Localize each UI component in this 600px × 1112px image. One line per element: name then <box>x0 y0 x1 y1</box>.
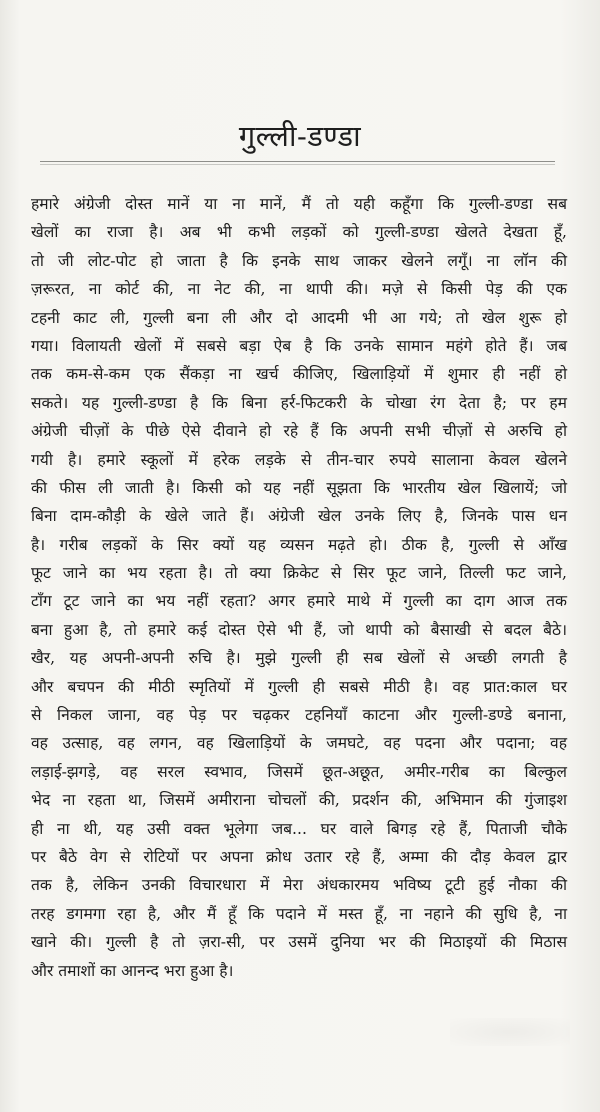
title-divider <box>40 161 555 162</box>
text-line: तक है, लेकिन उनकी विचारधारा में मेरा अंधकारमय भविष्य टूटी हुई नौका की <box>31 876 567 895</box>
text-line: हमारे अंग्रेजी दोस्त मानें या ना मानें, मैं तो यही कहूँगा कि गुल्ली-डण्डा सब <box>31 195 567 213</box>
body-text <box>31 190 567 985</box>
text-line: टाँग टूट जाने का भय नहीं रहता? अगर हमारे माथे में गुल्ली का दाग आज तक <box>31 592 567 611</box>
text-line: फूट जाने का भय रहता है। तो क्या क्रिकेट से सिर फूट जाने, तिल्ली फट जाने, <box>31 564 567 583</box>
text-line: अंग्रेजी चीज़ों के पीछे ऐसे दीवाने हो रहे हैं कि अपनी सभी चीज़ों से अरुचि हो <box>31 422 567 441</box>
title-divider-secondary <box>40 164 555 165</box>
page-title: गुल्ली-डण्डा <box>238 119 362 153</box>
text-line: वह उत्साह, वह लगन, वह खिलाड़ियों के जमघटे, वह पदना और पदाना; वह <box>31 734 567 753</box>
text-line-last: और तमाशों का आनन्द भरा हुआ है। <box>31 961 234 980</box>
text-line: तक कम-से-कम एक सैंकड़ा ना खर्च कीजिए, खिलाड़ियों में शुमार ही नहीं हो <box>31 365 567 384</box>
text-line: से निकल जाना, वह पेड़ पर चढ़कर टहनियाँ काटना और गुल्ली-डण्डे बनाना, <box>31 706 567 725</box>
text-line: तरह डगमगा रहा है, और मैं हूँ कि पदाने में मस्त हूँ, ना नहाने की सुधि है, ना <box>31 904 567 923</box>
text-line: खैर, यह अपनी-अपनी रुचि है। मुझे गुल्ली ही सब खेलों से अच्छी लगती है <box>31 649 567 668</box>
text-line: सकते। यह गुल्ली-डण्डा है कि बिना हर्र-फिटकरी के चोखा रंग देता है; पर हम <box>31 393 567 412</box>
text-line: लड़ाई-झगड़े, वह सरल स्वभाव, जिसमें छूत-अछूत, अमीर-गरीब का बिल्कुल <box>31 762 567 781</box>
text-line: टहनी काट ली, गुल्ली बना ली और दो आदमी भी आ गये; तो खेल शुरू हो <box>31 308 567 327</box>
text-line: ही ना थी, यह उसी वक्त भूलेगा जब... घर वाले बिगड़ रहे हैं, पिताजी चौके <box>31 819 567 838</box>
text-line: खेलों का राजा है। अब भी कभी लड़कों को गुल्ली-डण्डा खेलते देखता हूँ, <box>31 223 567 242</box>
text-line: बना हुआ है, तो हमारे कई दोस्त ऐसे भी हैं, जो थापी को बैसाखी से बदल बैठे। <box>31 620 567 639</box>
text-line: तो जी लोट-पोट हो जाता है कि इनके साथ जाकर खेलने लगूँ। ना लॉन की <box>31 251 567 270</box>
text-line: ज़रूरत, ना कोर्ट की, ना नेट की, ना थापी की। मज़े से किसी पेड़ की एक <box>31 280 567 299</box>
text-line: भेद ना रहता था, जिसमें अमीराना चोचलों की, प्रदर्शन की, अभिमान की गुंजाइश <box>31 791 567 810</box>
page-smudge <box>450 1018 570 1046</box>
text-line: पर बैठे वेग से रोटियों पर अपना क्रोध उतार रहे हैं, अम्मा की दौड़ केवल द्वार <box>31 847 567 866</box>
text-line: खाने की। गुल्ली है तो ज़रा-सी, पर उसमें दुनिया भर की मिठाइयों की मिठास <box>31 933 567 952</box>
text-line: गया। विलायती खेलों में सबसे बड़ा ऐब है कि उनके सामान महंगे होते हैं। जब <box>31 336 567 355</box>
text-line: की फीस ली जाती है। किसी को यह नहीं सूझता कि भारतीय खेल खिलायें; जो <box>31 478 567 497</box>
text-line: बिना दाम-कौड़ी के खेले जाते हैं। अंग्रेजी खेल उनके लिए है, जिनके पास धन <box>31 507 567 526</box>
text-line: गयी है। हमारे स्कूलों में हरेक लड़के से तीन-चार रुपये सालाना केवल खेलने <box>31 450 567 469</box>
text-line: है। गरीब लड़कों के सिर क्यों यह व्यसन मढ़ते हो। ठीक है, गुल्ली से आँख <box>31 535 567 554</box>
text-line: और बचपन की मीठी स्मृतियों में गुल्ली ही सबसे मीठी है। वह प्रात:काल घर <box>31 677 567 696</box>
